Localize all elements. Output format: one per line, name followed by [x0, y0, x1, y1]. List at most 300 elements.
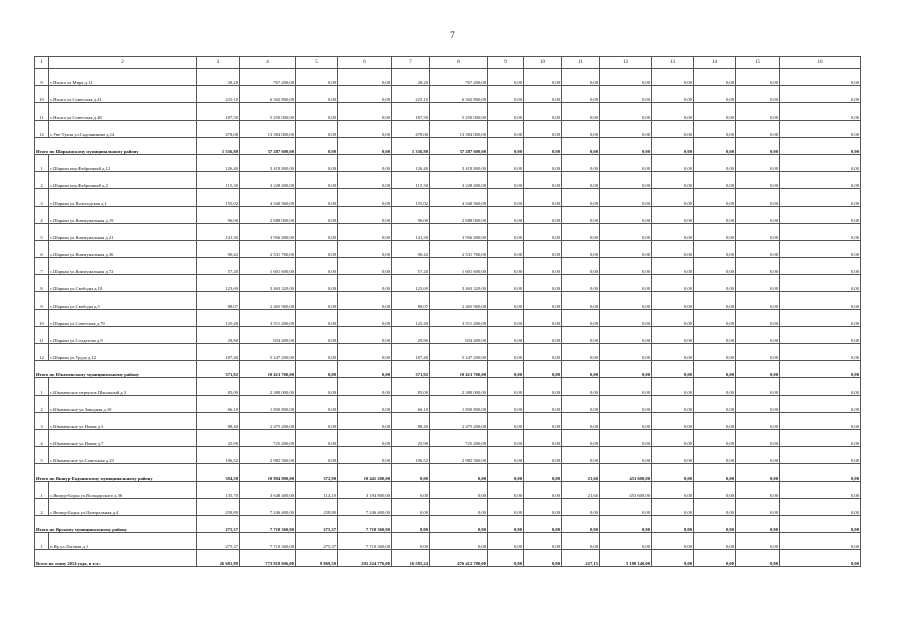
- header-cell: 5: [296, 57, 338, 69]
- value-cell: 2 465 960,00: [240, 292, 296, 309]
- value-cell: 114,10: [296, 481, 338, 498]
- value-cell: 0,00: [652, 550, 694, 567]
- value-cell: 0,00: [780, 275, 861, 292]
- header-cell: 13: [652, 57, 694, 69]
- value-cell: 0,00: [562, 429, 600, 446]
- value-cell: 0,00: [652, 223, 694, 240]
- address-cell: с.Юкаменское ул.Заводная д.10: [49, 395, 197, 412]
- value-cell: 5 250 000,00: [240, 103, 296, 120]
- value-cell: 478,00: [392, 120, 430, 137]
- value-cell: 0,00: [780, 378, 861, 395]
- header-cell: 9: [488, 57, 524, 69]
- value-cell: 0,00: [600, 154, 652, 171]
- address-cell: с.Якшур-Бодья ул.Центральная д.4: [49, 498, 197, 515]
- value-cell: 0,00: [488, 361, 524, 378]
- value-cell: 0,00: [524, 447, 562, 464]
- value-cell: 90,42: [197, 240, 240, 257]
- value-cell: 0,00: [524, 412, 562, 429]
- header-cell: 4: [240, 57, 296, 69]
- value-cell: 0,00: [736, 326, 780, 343]
- row-index: 1: [35, 154, 49, 171]
- value-cell: 0,00: [562, 395, 600, 412]
- row-index: 12: [35, 120, 49, 137]
- value-cell: 96,00: [392, 206, 430, 223]
- value-cell: 0,00: [524, 137, 562, 154]
- value-cell: 37 287 600,00: [430, 137, 488, 154]
- value-cell: 0,00: [600, 258, 652, 275]
- value-cell: 3 418 800,00: [240, 154, 296, 171]
- value-cell: 0,00: [338, 292, 392, 309]
- row-index: 3: [35, 412, 49, 429]
- value-cell: 0,00: [694, 515, 736, 532]
- value-cell: 0,00: [488, 412, 524, 429]
- header-cell: 16: [780, 57, 861, 69]
- value-cell: 275,37: [197, 533, 240, 550]
- address-cell: с.Якшур-Бодья ул.Володарского д.36: [49, 481, 197, 498]
- value-cell: 0,00: [524, 533, 562, 550]
- value-cell: 0,00: [780, 395, 861, 412]
- value-cell: 0,00: [562, 137, 600, 154]
- row-index: 5: [35, 223, 49, 240]
- table-row: [35, 344, 861, 361]
- value-cell: 96,00: [197, 206, 240, 223]
- row-index: 2: [35, 395, 49, 412]
- value-cell: 0,00: [488, 464, 524, 481]
- value-cell: 0,00: [694, 361, 736, 378]
- value-cell: 0,00: [694, 223, 736, 240]
- value-cell: 85,00: [392, 378, 430, 395]
- value-cell: 13 384 000,00: [430, 120, 488, 137]
- value-cell: 0,00: [780, 137, 861, 154]
- value-cell: 0,00: [296, 412, 338, 429]
- value-cell: 0,00: [694, 429, 736, 446]
- value-cell: 0,00: [780, 154, 861, 171]
- value-cell: 0,00: [524, 206, 562, 223]
- value-cell: 0,00: [600, 172, 652, 189]
- value-cell: 66,10: [197, 395, 240, 412]
- value-cell: 834 400,00: [430, 326, 488, 343]
- total-label: Итого по Ярскому муниципальному району: [35, 515, 197, 532]
- value-cell: 0,00: [488, 429, 524, 446]
- value-cell: 0,00: [488, 344, 524, 361]
- table-row: [35, 447, 861, 464]
- value-cell: 0,00: [488, 240, 524, 257]
- value-cell: 10 441 200,00: [338, 464, 392, 481]
- address-cell: с.Шаркан ул.Свободы д.5: [49, 292, 197, 309]
- value-cell: 4 340 560,00: [240, 189, 296, 206]
- value-cell: 1 601 600,00: [430, 258, 488, 275]
- value-cell: 0,00: [562, 515, 600, 532]
- value-cell: 0,00: [694, 464, 736, 481]
- value-cell: 0,00: [488, 172, 524, 189]
- value-cell: 0,00: [694, 275, 736, 292]
- column-number-row: [35, 57, 861, 69]
- value-cell: 0,00: [296, 206, 338, 223]
- value-cell: 2 531 760,00: [430, 240, 488, 257]
- value-cell: 0,00: [600, 292, 652, 309]
- value-cell: 7 710 360,00: [338, 515, 392, 532]
- value-cell: 0,00: [736, 550, 780, 567]
- value-cell: 5 180 140,00: [600, 550, 652, 567]
- value-cell: 6 302 800,00: [240, 86, 296, 103]
- value-cell: 0,00: [694, 120, 736, 137]
- value-cell: 0,00: [600, 326, 652, 343]
- value-cell: 0,00: [562, 378, 600, 395]
- value-cell: 0,00: [488, 206, 524, 223]
- address-cell: с.Юкаменское ул.Новая д.5: [49, 412, 197, 429]
- value-cell: 0,00: [736, 515, 780, 532]
- value-cell: 106,52: [197, 447, 240, 464]
- value-cell: 141,30: [197, 223, 240, 240]
- value-cell: 0,00: [600, 240, 652, 257]
- value-cell: 0,00: [736, 361, 780, 378]
- value-cell: 0,00: [524, 258, 562, 275]
- table-row: [35, 154, 861, 171]
- value-cell: 0,00: [524, 395, 562, 412]
- table-row: [35, 481, 861, 498]
- value-cell: 0,00: [780, 292, 861, 309]
- value-cell: 0,00: [392, 498, 430, 515]
- value-cell: 115,30: [392, 172, 430, 189]
- value-cell: 0,00: [600, 447, 652, 464]
- value-cell: 0,00: [600, 515, 652, 532]
- value-cell: 725 200,00: [240, 429, 296, 446]
- value-cell: 0,00: [652, 240, 694, 257]
- value-cell: 0,00: [488, 137, 524, 154]
- value-cell: 0,00: [652, 344, 694, 361]
- value-cell: 3 418 800,00: [430, 154, 488, 171]
- value-cell: 141,30: [392, 223, 430, 240]
- value-cell: 0,00: [600, 137, 652, 154]
- value-cell: 0,00: [736, 223, 780, 240]
- header-cell: 3: [197, 57, 240, 69]
- table-row: [35, 120, 861, 137]
- value-cell: 0,00: [780, 240, 861, 257]
- table-row: [35, 275, 861, 292]
- table-body: [35, 57, 861, 567]
- value-cell: 0,00: [296, 292, 338, 309]
- value-cell: 0,00: [652, 137, 694, 154]
- table-row: [35, 189, 861, 206]
- value-cell: 0,00: [488, 378, 524, 395]
- value-cell: 2 982 560,00: [430, 447, 488, 464]
- value-cell: 0,00: [338, 361, 392, 378]
- value-cell: 0,00: [600, 223, 652, 240]
- value-cell: 275,37: [296, 515, 338, 532]
- value-cell: 0,00: [694, 86, 736, 103]
- value-cell: 0,00: [736, 464, 780, 481]
- value-cell: 88,07: [197, 292, 240, 309]
- value-cell: 187,40: [392, 344, 430, 361]
- value-cell: 7 710 360,00: [338, 533, 392, 550]
- value-cell: 0,00: [694, 395, 736, 412]
- value-cell: 155,02: [392, 189, 430, 206]
- value-cell: 0,00: [600, 361, 652, 378]
- value-cell: 2 531 760,00: [240, 240, 296, 257]
- value-cell: 0,00: [652, 189, 694, 206]
- value-cell: 0,00: [524, 275, 562, 292]
- value-cell: 2 475 200,00: [240, 412, 296, 429]
- value-cell: 0,00: [488, 103, 524, 120]
- value-cell: 0,00: [338, 103, 392, 120]
- value-cell: 0,00: [694, 137, 736, 154]
- row-index: 10: [35, 86, 49, 103]
- total-label: Итого по Якшур-Бодьинскому муниципальному району: [35, 464, 197, 481]
- value-cell: 0,00: [600, 120, 652, 137]
- table-row: [35, 172, 861, 189]
- value-cell: 0,00: [736, 206, 780, 223]
- value-cell: 0,00: [600, 69, 652, 86]
- value-cell: 0,00: [524, 361, 562, 378]
- value-cell: 275,37: [296, 533, 338, 550]
- value-cell: 0,00: [524, 223, 562, 240]
- value-cell: 834 400,00: [240, 326, 296, 343]
- value-cell: 225,10: [197, 86, 240, 103]
- value-cell: 0,00: [736, 240, 780, 257]
- value-cell: 0,00: [488, 447, 524, 464]
- value-cell: 3 228 400,00: [430, 172, 488, 189]
- value-cell: 0,00: [488, 533, 524, 550]
- header-cell: 8: [430, 57, 488, 69]
- value-cell: 7 710 360,00: [240, 515, 296, 532]
- value-cell: 0,00: [562, 206, 600, 223]
- value-cell: 0,00: [780, 189, 861, 206]
- value-cell: 0,00: [780, 69, 861, 86]
- value-cell: 0,00: [338, 258, 392, 275]
- value-cell: 0,00: [338, 86, 392, 103]
- value-cell: 0,00: [736, 344, 780, 361]
- value-cell: 0,00: [694, 533, 736, 550]
- address-cell: с.Нылга ул.Советская д.48: [49, 103, 197, 120]
- grand-total-row: [35, 550, 861, 567]
- value-cell: 3 956 400,00: [430, 223, 488, 240]
- value-cell: 0,00: [524, 550, 562, 567]
- value-cell: 0,00: [338, 412, 392, 429]
- value-cell: 0,00: [652, 172, 694, 189]
- value-cell: 453 600,00: [600, 464, 652, 481]
- value-cell: 0,00: [296, 258, 338, 275]
- value-cell: 0,00: [338, 378, 392, 395]
- value-cell: 292 224 776,00: [338, 550, 392, 567]
- value-cell: 0,00: [296, 189, 338, 206]
- value-cell: 0,00: [488, 515, 524, 532]
- value-cell: 125,40: [197, 309, 240, 326]
- value-cell: 0,00: [780, 550, 861, 567]
- value-cell: 0,00: [338, 206, 392, 223]
- value-cell: 225,10: [392, 86, 430, 103]
- value-cell: 7 246 400,00: [240, 498, 296, 515]
- value-cell: 0,00: [524, 292, 562, 309]
- value-cell: 0,00: [296, 447, 338, 464]
- value-cell: 13 384 000,00: [240, 120, 296, 137]
- header-cell: 15: [736, 57, 780, 69]
- value-cell: 9 869,50: [296, 550, 338, 567]
- value-cell: 106,52: [392, 447, 430, 464]
- value-cell: 0,00: [600, 344, 652, 361]
- value-cell: 0,00: [338, 326, 392, 343]
- value-cell: 0,00: [780, 533, 861, 550]
- value-cell: 28,20: [392, 69, 430, 86]
- value-cell: 0,00: [296, 240, 338, 257]
- table-row: [35, 378, 861, 395]
- value-cell: 0,00: [694, 240, 736, 257]
- value-cell: 187,50: [392, 103, 430, 120]
- address-cell: с.Шаркан ул.Вологодская д.1: [49, 189, 197, 206]
- value-cell: 0,00: [600, 206, 652, 223]
- value-cell: 0,00: [694, 550, 736, 567]
- value-cell: 258,80: [197, 498, 240, 515]
- value-cell: 0,00: [488, 292, 524, 309]
- value-cell: 0,00: [736, 172, 780, 189]
- value-cell: 0,00: [488, 86, 524, 103]
- value-cell: 0,00: [488, 120, 524, 137]
- value-cell: 0,00: [736, 275, 780, 292]
- value-cell: 0,00: [392, 481, 430, 498]
- value-cell: 0,00: [524, 120, 562, 137]
- value-cell: 0,00: [736, 103, 780, 120]
- table-row: [35, 412, 861, 429]
- address-cell: с.Шаркан ул.Солдатова д.9: [49, 326, 197, 343]
- value-cell: 0,00: [524, 154, 562, 171]
- value-cell: 5 247 200,00: [240, 344, 296, 361]
- value-cell: 0,00: [694, 189, 736, 206]
- table-row: [35, 498, 861, 515]
- value-cell: 773 818 696,00: [240, 550, 296, 567]
- value-cell: 0,00: [600, 412, 652, 429]
- value-cell: 5 247 200,00: [430, 344, 488, 361]
- value-cell: 57,20: [197, 258, 240, 275]
- value-cell: 1 336,80: [197, 137, 240, 154]
- value-cell: 3 511 200,00: [240, 309, 296, 326]
- value-cell: 21,60: [562, 464, 600, 481]
- value-cell: 767 200,00: [430, 69, 488, 86]
- value-cell: 0,00: [296, 120, 338, 137]
- value-cell: 0,00: [694, 292, 736, 309]
- value-cell: 0,00: [600, 86, 652, 103]
- value-cell: 2 688 000,00: [240, 206, 296, 223]
- value-cell: 0,00: [652, 120, 694, 137]
- value-cell: 0,00: [488, 223, 524, 240]
- value-cell: 0,00: [524, 189, 562, 206]
- value-cell: 3 956 400,00: [240, 223, 296, 240]
- row-index: 5: [35, 447, 49, 464]
- value-cell: 0,00: [780, 326, 861, 343]
- value-cell: 0,00: [524, 69, 562, 86]
- value-cell: 0,00: [296, 137, 338, 154]
- value-cell: 0,00: [694, 481, 736, 498]
- value-cell: 0,00: [736, 189, 780, 206]
- value-cell: 0,00: [338, 120, 392, 137]
- value-cell: 0,00: [524, 378, 562, 395]
- value-cell: 0,00: [780, 429, 861, 446]
- value-cell: 2 380 000,00: [240, 378, 296, 395]
- address-cell: с.Нылга ул.Мира д.12: [49, 69, 197, 86]
- address-cell: с.Юкаменское переулок Школьный д.3: [49, 378, 197, 395]
- value-cell: 394,50: [197, 464, 240, 481]
- table-row: [35, 103, 861, 120]
- header-cell: 10: [524, 57, 562, 69]
- value-cell: 0,00: [600, 429, 652, 446]
- value-cell: 0,00: [694, 447, 736, 464]
- value-cell: 0,00: [524, 103, 562, 120]
- row-index: 8: [35, 275, 49, 292]
- value-cell: 372,90: [296, 464, 338, 481]
- value-cell: 453 600,00: [600, 481, 652, 498]
- value-cell: 0,00: [694, 69, 736, 86]
- value-cell: 0,00: [488, 258, 524, 275]
- value-cell: 2 465 960,00: [430, 292, 488, 309]
- header-cell: 11: [562, 57, 600, 69]
- value-cell: 0,00: [488, 550, 524, 567]
- value-cell: 0,00: [296, 429, 338, 446]
- value-cell: 0,00: [780, 103, 861, 120]
- value-cell: 0,00: [524, 429, 562, 446]
- value-cell: 0,00: [296, 326, 338, 343]
- value-cell: 0,00: [562, 344, 600, 361]
- value-cell: 0,00: [430, 515, 488, 532]
- table-row: [35, 69, 861, 86]
- value-cell: 0,00: [430, 481, 488, 498]
- value-cell: 0,00: [562, 172, 600, 189]
- value-cell: 0,00: [562, 361, 600, 378]
- table-row: [35, 309, 861, 326]
- value-cell: 10 413 760,00: [240, 361, 296, 378]
- value-cell: 0,00: [736, 69, 780, 86]
- value-cell: 0,00: [736, 533, 780, 550]
- value-cell: 0,00: [562, 69, 600, 86]
- value-cell: 0,00: [780, 223, 861, 240]
- value-cell: 0,00: [562, 309, 600, 326]
- value-cell: 3 463 320,00: [240, 275, 296, 292]
- header-cell: 1: [35, 57, 49, 69]
- page-number: 7: [450, 30, 455, 40]
- row-index: 9: [35, 69, 49, 86]
- value-cell: 3 463 320,00: [430, 275, 488, 292]
- value-cell: 187,40: [197, 344, 240, 361]
- row-index: 11: [35, 326, 49, 343]
- value-cell: 0,00: [694, 412, 736, 429]
- value-cell: 0,00: [736, 481, 780, 498]
- value-cell: 0,00: [338, 395, 392, 412]
- row-index: 11: [35, 103, 49, 120]
- value-cell: 0,00: [338, 240, 392, 257]
- value-cell: 0,00: [652, 429, 694, 446]
- value-cell: 0,00: [652, 464, 694, 481]
- value-cell: 2 688 000,00: [430, 206, 488, 223]
- row-index: 12: [35, 344, 49, 361]
- row-index: 2: [35, 498, 49, 515]
- value-cell: 0,00: [694, 206, 736, 223]
- row-index: 1: [35, 481, 49, 498]
- value-cell: 0,00: [562, 223, 600, 240]
- table-row: [35, 258, 861, 275]
- value-cell: 0,00: [736, 137, 780, 154]
- value-cell: 0,00: [652, 361, 694, 378]
- address-cell: с.Шаркан ул.Коммунальная д.72: [49, 258, 197, 275]
- value-cell: 0,00: [652, 498, 694, 515]
- value-cell: 0,00: [392, 515, 430, 532]
- value-cell: 0,00: [652, 447, 694, 464]
- value-cell: 0,00: [296, 103, 338, 120]
- value-cell: 2 982 560,00: [240, 447, 296, 464]
- value-cell: 0,00: [296, 69, 338, 86]
- row-index: 2: [35, 172, 49, 189]
- subtotal-row: [35, 515, 861, 532]
- value-cell: 0,00: [736, 309, 780, 326]
- value-cell: 0,00: [780, 481, 861, 498]
- table-row: [35, 223, 861, 240]
- value-cell: 25,90: [392, 429, 430, 446]
